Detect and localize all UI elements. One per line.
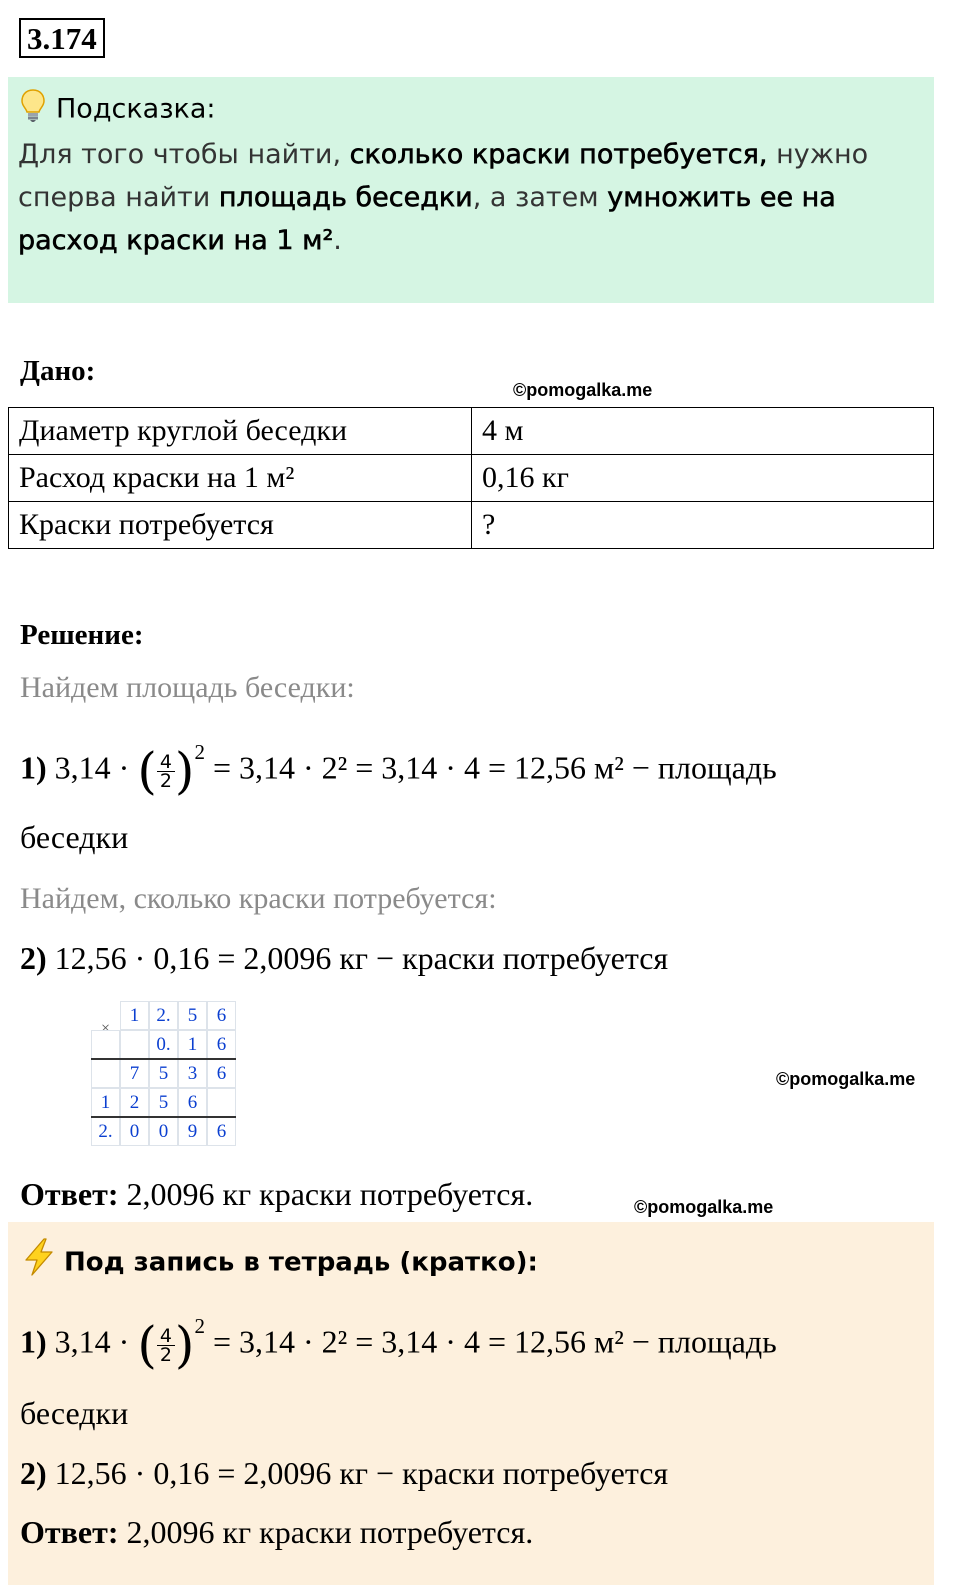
step1-formula: 1) 3,14 · ( $\frac{4}{2}$ )$^2$ = 3,14 · 2² = 3,14 · 4 = 12,56 м² − площадь [20, 739, 777, 800]
table-cell: 0,16 кг [472, 455, 934, 502]
hint-fragment: . [333, 225, 342, 256]
notes-title [22, 1238, 538, 1288]
formula-prefix: 3,14 · [54, 749, 130, 786]
answer-label: Ответ: [20, 1176, 119, 1212]
answer-text: 2,0096 кг краски потребуется. [126, 1514, 534, 1550]
table-cell: Диаметр круглой беседки [9, 408, 472, 455]
grid-cell: 6 [207, 1059, 236, 1088]
given-heading: Дано: [20, 355, 96, 387]
grid-cell: 5 [178, 1001, 207, 1030]
lightbulb-icon [20, 88, 46, 132]
watermark: ©pomogalka.me [513, 380, 653, 400]
hint-title [20, 88, 216, 132]
notes-step1-continuation: беседки [20, 1395, 129, 1431]
step-label: 1) [20, 749, 47, 786]
watermark: ©pomogalka.me [634, 1197, 774, 1217]
notes-step1-formula: 1) 3,14 · ( $\frac{4}{2}$ )$^2$ = 3,14 · 2² = 3,14 · 4 = 12,56 м² − площадь [20, 1313, 777, 1374]
grid-cell: 9 [178, 1117, 207, 1146]
table-row [9, 502, 934, 549]
fraction [157, 1324, 175, 1366]
hint-fragment: нужно сперва найти [18, 139, 869, 213]
sum-line [91, 1116, 236, 1118]
hint-fragment: Для того чтобы найти, [18, 139, 350, 170]
formula-prefix: 3,14 · [54, 1323, 130, 1360]
fraction-denominator: 2 [159, 1343, 172, 1366]
formula-text: 12,56 · 0,16 = 2,0096 кг − краски потребуется [54, 1455, 669, 1491]
task-number: 3.174 [19, 18, 105, 58]
grid-cell: 7 [120, 1059, 149, 1088]
grid-cell [207, 1088, 236, 1117]
hint-emphasis: площадь беседки [218, 182, 473, 213]
grid-cell [120, 1030, 149, 1059]
table-cell: 4 м [472, 408, 934, 455]
step2-intro: Найдем, сколько краски потребуется: [20, 882, 497, 915]
table-cell: Краски потребуется [9, 502, 472, 549]
grid-cell: 0 [149, 1117, 178, 1146]
grid-cell: 3 [178, 1059, 207, 1088]
step-label: 2) [20, 940, 47, 976]
fraction-numerator: 4 [157, 1327, 175, 1346]
hint-emphasis: сколько краски потребуется, [349, 139, 768, 170]
notes-title-text: Под запись в тетрадь (кратко): [64, 1247, 538, 1278]
step-label: 1) [20, 1323, 47, 1360]
grid-cell [91, 1059, 120, 1088]
sum-line [91, 1058, 236, 1060]
answer-text: 2,0096 кг краски потребуется. [126, 1176, 534, 1212]
table-cell: Расход краски на 1 м² [9, 455, 472, 502]
grid-cell: 2. [149, 1001, 178, 1030]
given-table [8, 407, 934, 549]
table-row [9, 408, 934, 455]
grid-cell: 5 [149, 1059, 178, 1088]
grid-cell [91, 1030, 120, 1059]
step-label: 2) [20, 1455, 47, 1491]
hint-fragment: , а затем [472, 182, 608, 213]
solution-heading: Решение: [20, 619, 144, 651]
grid-cell: 0 [120, 1117, 149, 1146]
watermark: ©pomogalka.me [776, 1069, 916, 1089]
grid-cell: 5 [149, 1088, 178, 1117]
grid-cell: × [100, 1020, 111, 1037]
grid-cell: 1 [178, 1030, 207, 1059]
notes-answer [20, 1514, 533, 1551]
step1-intro: Найдем площадь беседки: [20, 671, 355, 704]
table-cell: ? [472, 502, 934, 549]
notes-step2-formula [20, 1455, 668, 1492]
answer [20, 1176, 533, 1213]
formula-suffix: = 3,14 · 2² = 3,14 · 4 = 12,56 м² − площадь [212, 749, 777, 786]
fraction-denominator: 2 [159, 769, 172, 792]
grid-cell: 2. [91, 1117, 120, 1146]
fraction-numerator: 4 [157, 753, 175, 772]
fraction [157, 750, 175, 792]
lightning-icon [22, 1238, 56, 1288]
hint-emphasis: умножить ее на расход краски на 1 м² [18, 182, 836, 256]
step1-continuation: беседки [20, 819, 129, 855]
grid-cell: 1 [91, 1088, 120, 1117]
grid-cell: 6 [207, 1001, 236, 1030]
hint-text [18, 133, 918, 262]
grid-cell: 2 [120, 1088, 149, 1117]
grid-cell: 1 [120, 1001, 149, 1030]
table-row [9, 455, 934, 502]
hint-title-text: Подсказка: [56, 93, 216, 125]
grid-cell: 0. [149, 1030, 178, 1059]
grid-cell: 6 [207, 1030, 236, 1059]
formula-text: 12,56 · 0,16 = 2,0096 кг − краски потребуется [54, 940, 669, 976]
formula-suffix: = 3,14 · 2² = 3,14 · 4 = 12,56 м² − площадь [212, 1323, 777, 1360]
grid-cell: 6 [178, 1088, 207, 1117]
answer-label: Ответ: [20, 1514, 119, 1550]
step2-formula [20, 940, 668, 977]
grid-cell: 6 [207, 1117, 236, 1146]
